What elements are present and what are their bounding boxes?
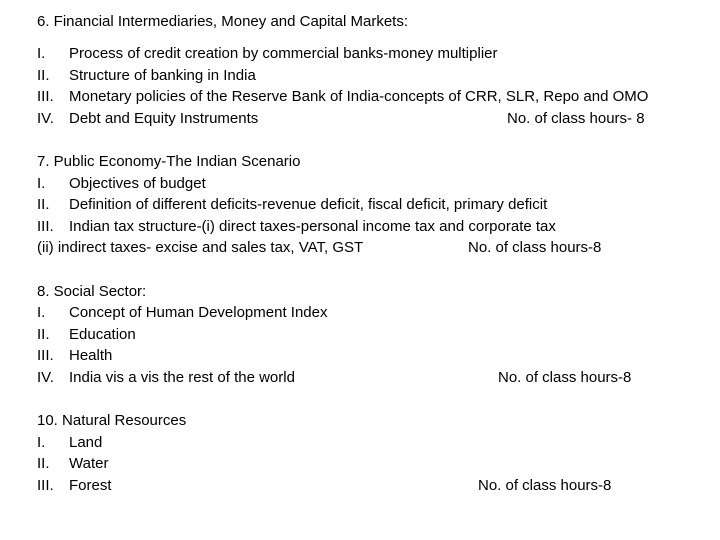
section-7-item-2 bbox=[37, 194, 547, 216]
section-8-heading: 8. Social Sector: bbox=[37, 283, 147, 300]
item-text: Education bbox=[69, 326, 136, 343]
section-6-item-2 bbox=[37, 65, 256, 87]
item-text: Monetary policies of the Reserve Bank of India-concepts of CRR, SLR, Repo and OMO bbox=[69, 88, 649, 105]
item-text: Indian tax structure-(i) direct taxes-personal income tax and corporate tax bbox=[69, 218, 556, 235]
item-number: II. bbox=[37, 326, 50, 343]
item-text: Water bbox=[69, 455, 109, 472]
item-number: II. bbox=[37, 455, 50, 472]
item-text: Health bbox=[69, 347, 113, 364]
item-number: III. bbox=[37, 218, 54, 235]
section-10-class-hours: No. of class hours-8 bbox=[478, 477, 612, 494]
item-number: I. bbox=[37, 45, 46, 62]
section-7-heading: 7. Public Economy-The Indian Scenario bbox=[37, 153, 301, 170]
item-number: II. bbox=[37, 67, 50, 84]
section-10-heading: 10. Natural Resources bbox=[37, 412, 187, 429]
section-6-heading: 6. Financial Intermediaries, Money and Capital Markets: bbox=[37, 13, 409, 30]
section-8-item-4 bbox=[37, 367, 295, 389]
section-7-item-3 bbox=[37, 216, 556, 238]
section-7-class-hours: No. of class hours-8 bbox=[468, 239, 602, 256]
section-7-extra-line: (ii) indirect taxes- excise and sales tax, VAT, GST bbox=[37, 239, 364, 256]
item-text: Concept of Human Development Index bbox=[69, 304, 328, 321]
section-6-item-3 bbox=[37, 86, 648, 108]
item-text: Structure of banking in India bbox=[69, 67, 256, 84]
section-8-item-3 bbox=[37, 345, 112, 367]
section-10-item-1 bbox=[37, 432, 102, 454]
item-text: Land bbox=[69, 434, 103, 451]
section-10-item-3 bbox=[37, 475, 112, 497]
item-number: I. bbox=[37, 175, 46, 192]
item-number: III. bbox=[37, 347, 54, 364]
section-6-item-4 bbox=[37, 108, 258, 130]
item-number: IV. bbox=[37, 110, 54, 127]
section-7-item-1 bbox=[37, 173, 206, 195]
item-text: India vis a vis the rest of the world bbox=[69, 369, 295, 386]
item-number: I. bbox=[37, 304, 46, 321]
item-text: Definition of different deficits-revenue deficit, fiscal deficit, primary deficit bbox=[69, 196, 548, 213]
item-number: IV. bbox=[37, 369, 54, 386]
item-number: III. bbox=[37, 477, 54, 494]
section-8-item-2 bbox=[37, 324, 136, 346]
section-6-item-1 bbox=[37, 43, 498, 65]
item-number: III. bbox=[37, 88, 54, 105]
section-8-class-hours: No. of class hours-8 bbox=[498, 369, 632, 386]
section-10-item-2 bbox=[37, 453, 108, 475]
item-text: Debt and Equity Instruments bbox=[69, 110, 259, 127]
section-6-class-hours: No. of class hours- 8 bbox=[507, 110, 645, 127]
item-text: Process of credit creation by commercial banks-money multiplier bbox=[69, 45, 498, 62]
item-number: I. bbox=[37, 434, 46, 451]
item-number: II. bbox=[37, 196, 50, 213]
item-text: Forest bbox=[69, 477, 112, 494]
item-text: Objectives of budget bbox=[69, 175, 206, 192]
section-8-item-1 bbox=[37, 302, 327, 324]
